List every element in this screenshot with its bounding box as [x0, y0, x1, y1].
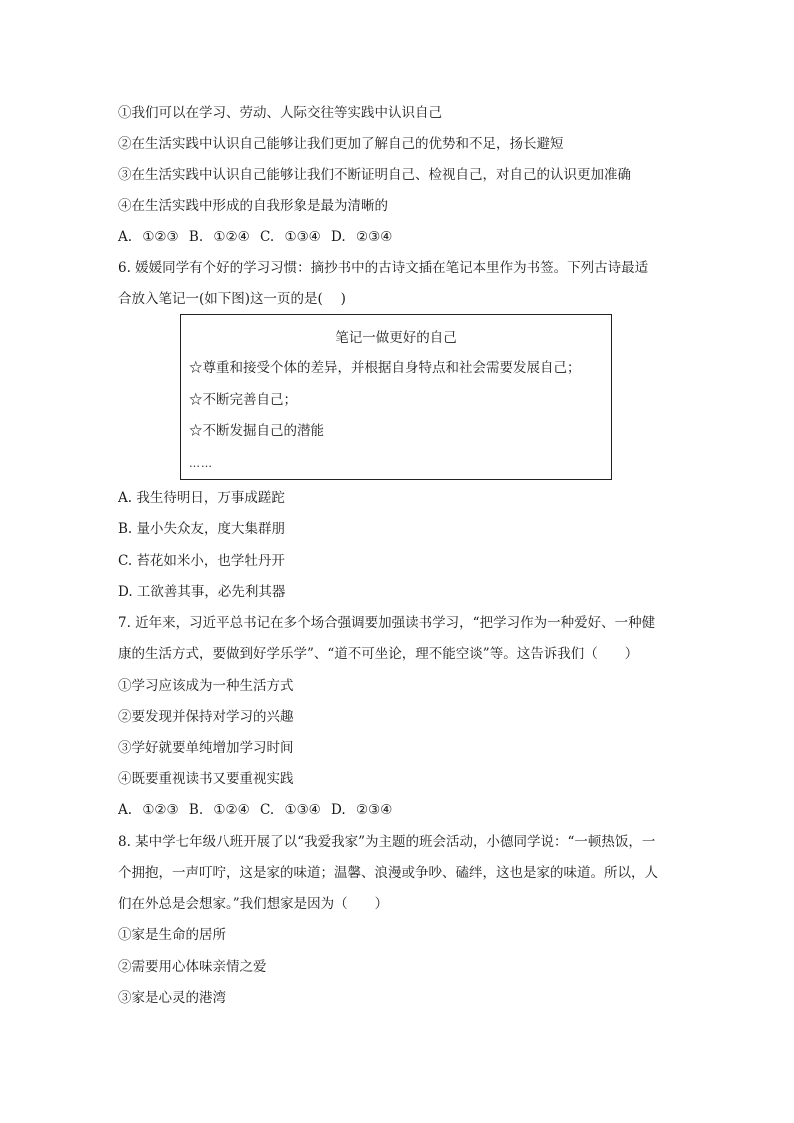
q7-item-1: ①学习应该成为一种生活方式 [118, 678, 294, 694]
q8-stem-line-2: 个拥抱，一声叮咛，这是家的味道；温馨、浪漫或争吵、磕绊，这也是家的味道。所以，人 [118, 865, 658, 881]
note-item-2: ☆不断完善自己； [189, 392, 297, 408]
statement-2: ②在生活实践中认识自己能够让我们更加了解自己的优势和不足，扬长避短 [118, 136, 564, 152]
q7-item-2: ②要发现并保持对学习的兴趣 [118, 709, 294, 725]
q6-option-c: C. 苔花如米小，也学牡丹开 [118, 553, 285, 569]
q6-stem-line-2: 合放入笔记一(如下图)这一页的是( ) [118, 291, 346, 307]
statement-3: ③在生活实践中认识自己能够让我们不断证明自己、检视自己，对自己的认识更加准确 [118, 167, 631, 183]
note-item-1: ☆尊重和接受个体的差异，并根据自身特点和社会需要发展自己； [189, 360, 581, 376]
q6-stem-line-1: 6. 媛媛同学有个好的学习习惯：摘抄书中的古诗文插在笔记本里作为书签。下列古诗最适 [118, 260, 649, 276]
q7-stem-line-1: 7. 近年来，习近平总书记在多个场合强调要加强读书学习，“把学习作为一种爱好、一种健 [118, 615, 656, 631]
note-title: 笔记一做更好的自己 [335, 330, 457, 346]
q6-option-a: A. 我生待明日，万事成蹉跎 [118, 490, 285, 506]
answer-options-q7: A. ①②③ B. ①②④ C. ①③④ D. ②③④ [118, 802, 393, 818]
note-item-3: ☆不断发掘自己的潜能 [189, 423, 324, 439]
statement-1: ①我们可以在学习、劳动、人际交往等实践中认识自己 [118, 105, 442, 121]
q8-stem-line-3: 们在外总是会想家。”我们想家是因为（ ） [118, 896, 389, 912]
note-ellipsis: …… [189, 457, 213, 470]
q8-stem-line-1: 8. 某中学七年级八班开展了以“我爱我家”为主题的班会活动，小德同学说：“一顿热饭，一 [118, 834, 656, 850]
q8-item-3: ③家是心灵的港湾 [118, 990, 226, 1006]
q8-item-2: ②需要用心体味亲情之爱 [118, 959, 267, 975]
q6-option-b: B. 量小失众友，度大集群朋 [118, 521, 286, 537]
answer-options-q5: A. ①②③ B. ①②④ C. ①③④ D. ②③④ [118, 229, 393, 245]
q8-item-1: ①家是生命的居所 [118, 927, 226, 943]
q7-item-3: ③学好就要单纯增加学习时间 [118, 740, 294, 756]
note-box [180, 314, 612, 480]
q7-item-4: ④既要重视读书又要重视实践 [118, 771, 294, 787]
statement-4: ④在生活实践中形成的自我形象是最为清晰的 [118, 198, 388, 214]
q6-option-d: D. 工欲善其事，必先利其器 [118, 584, 286, 600]
q7-stem-line-2: 康的生活方式，要做到好学乐学”、“道不可坐论，理不能空谈”等。这告诉我们（ ） [118, 646, 639, 662]
